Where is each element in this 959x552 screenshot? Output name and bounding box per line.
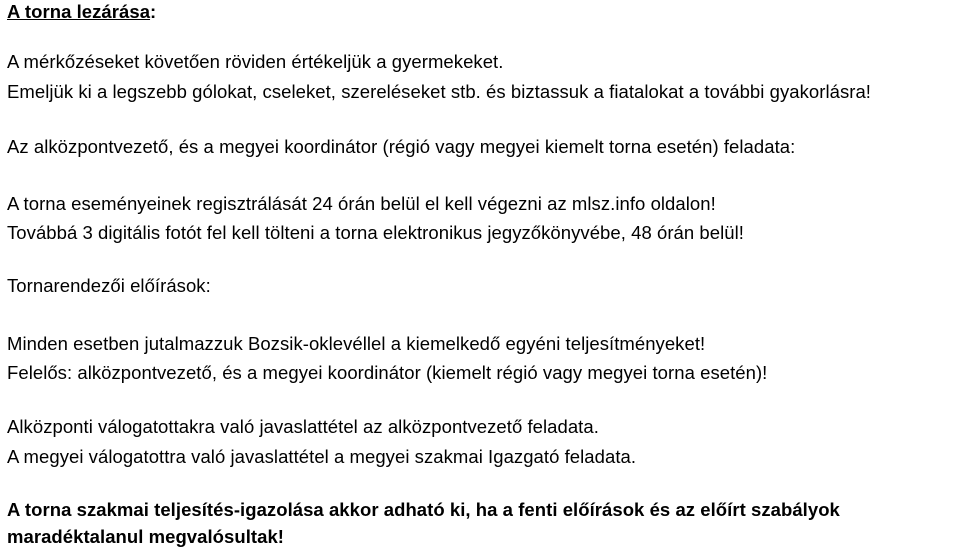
paragraph-highlight-goals: Emeljük ki a legszebb gólokat, cseleket, szereléseket stb. és biztassuk a fiatalokat a további gyakorlásra! <box>7 81 871 102</box>
paragraph-evaluate-children: A mérkőzéseket követően röviden értékeljük a gyermekeket. <box>7 51 504 72</box>
paragraph-county-selection: A megyei válogatottra való javaslattétel a megyei szakmai Igazgató feladata. <box>7 446 637 467</box>
section-title-text: A torna lezárása <box>7 1 151 22</box>
section-title-colon: : <box>150 1 157 22</box>
paragraph-registration: A torna eseményeinek regisztrálását 24 órán belül el kell végezni az mlsz.info oldalon! <box>7 193 716 214</box>
paragraph-responsibilities-heading: Az alközpontvezető, és a megyei koordinátor (régió vagy megyei kiemelt torna esetén) feladata: <box>7 136 796 157</box>
paragraph-certificate-reward: Minden esetben jutalmazzuk Bozsik-oklevéllel a kiemelkedő egyéni teljesítményeket! <box>7 333 706 354</box>
paragraph-subcenter-selection: Alközponti válogatottakra való javaslattétel az alközpontvezető feladata. <box>7 416 599 437</box>
paragraph-responsible-persons: Felelős: alközpontvezető, és a megyei koordinátor (kiemelt régió vagy megyei torna esetén)! <box>7 362 768 383</box>
closing-statement-line-2: maradéktalanul megvalósultak! <box>7 526 284 547</box>
closing-statement-line-1: A torna szakmai teljesítés-igazolása akkor adható ki, ha a fenti előírások és az előírt szabályok <box>7 499 840 520</box>
section-title <box>7 0 156 24</box>
paragraph-organizer-rules-heading: Tornarendezői előírások: <box>7 275 211 296</box>
paragraph-photos: Továbbá 3 digitális fotót fel kell tölteni a torna elektronikus jegyzőkönyvébe, 48 órán belül! <box>7 222 744 243</box>
